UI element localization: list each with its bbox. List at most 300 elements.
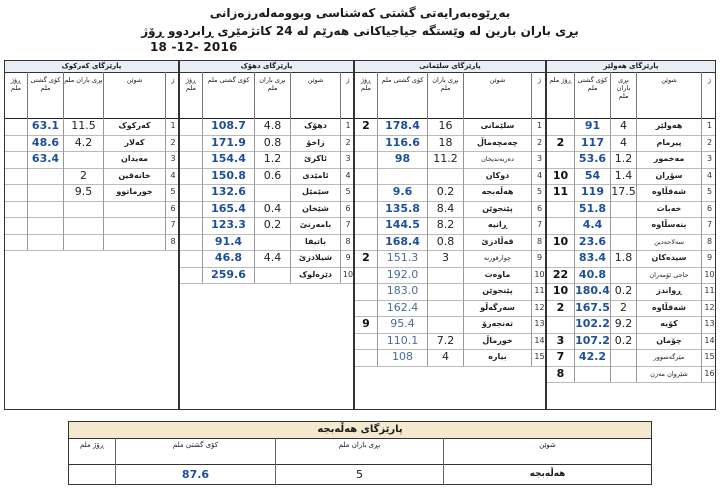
rain-cell (610, 349, 636, 366)
report-header (0, 0, 720, 58)
rain-cell: 2 (610, 300, 636, 317)
days-cell (180, 184, 202, 201)
place-cell: شێخان (290, 201, 340, 218)
total-cell: 46.8 (202, 250, 254, 267)
place-cell: ماوەت (463, 267, 531, 284)
idx-cell: 10 (701, 267, 717, 284)
rain-cell: 0.8 (254, 135, 290, 152)
place-cell: سەلاحەدین (636, 234, 701, 251)
duhok-header-row (180, 72, 353, 119)
days-cell (180, 201, 202, 218)
total-cell: 180.4 (574, 283, 610, 300)
days-cell (355, 201, 377, 218)
rain-cell (610, 366, 636, 383)
total-column-header: کۆی گشتی ملم (202, 72, 254, 118)
duhok-panel (179, 60, 354, 410)
sulaymaniyah-header-row (355, 72, 545, 119)
days-cell (355, 217, 377, 234)
days-cell (547, 217, 574, 234)
table-row (547, 201, 715, 219)
days-cell: 2 (556, 135, 565, 149)
idx-cell: 4 (531, 168, 547, 185)
halabja-place-header: شوێن (443, 438, 651, 464)
total-cell: 40.8 (574, 267, 610, 284)
total-cell: 192.0 (377, 267, 427, 284)
place-cell: سەرگەڵو (463, 300, 531, 317)
halabja-days-header: ڕۆژ ملم (80, 441, 104, 449)
rain-cell: 3 (427, 250, 463, 267)
rain-cell: 1.2 (254, 151, 290, 168)
idx-cell: 7 (165, 217, 180, 234)
table-row (180, 184, 353, 202)
idx-cell: 10 (340, 267, 355, 284)
table-row (355, 349, 545, 367)
rain-cell: 0.2 (254, 217, 290, 234)
total-cell: 165.4 (202, 201, 254, 218)
rain-cell: 4 (427, 349, 463, 366)
total-cell (377, 168, 427, 185)
place-cell: چۆمان (636, 333, 701, 350)
total-cell: 108 (377, 349, 427, 366)
rain-cell: 11.2 (427, 151, 463, 168)
total-cell: 95.4 (377, 316, 427, 333)
idx-cell: 1 (165, 118, 180, 135)
place-cell: ڕانیە (463, 217, 531, 234)
place-cell: چوارقورنە (463, 250, 531, 267)
rain-cell (427, 168, 463, 185)
table-row (180, 151, 353, 169)
total-cell: 63.1 (27, 118, 63, 135)
rain-cell (427, 267, 463, 284)
days-cell (355, 151, 377, 168)
days-cell (180, 168, 202, 185)
rain-cell (63, 234, 103, 251)
days-cell (355, 300, 377, 317)
days-cell (355, 184, 377, 201)
place-column-header: شوێن (636, 72, 701, 118)
table-row (547, 333, 715, 351)
idx-cell: 1 (531, 118, 547, 135)
total-cell: 110.1 (377, 333, 427, 350)
place-cell: ئامێدی (290, 168, 340, 185)
rain-cell: 0.6 (254, 168, 290, 185)
duhok-title: پارێزگای دهۆک (180, 61, 353, 73)
total-cell: 63.4 (27, 151, 63, 168)
total-cell: 107.2 (574, 333, 610, 350)
table-row (355, 151, 545, 169)
idx-cell: 9 (701, 250, 717, 267)
idx-cell: 3 (165, 151, 180, 168)
table-row (547, 349, 715, 367)
rain-cell (427, 283, 463, 300)
total-cell: 42.2 (574, 349, 610, 366)
total-column-header: کۆی گشتی ملم (574, 72, 610, 118)
table-row (355, 250, 545, 268)
halabja-rain-header: بڕی باران ملم (275, 438, 443, 464)
idx-cell: 11 (531, 283, 547, 300)
total-cell (27, 184, 63, 201)
total-cell: 83.4 (574, 250, 610, 267)
table-row (547, 234, 715, 252)
rain-cell: 8.4 (427, 201, 463, 218)
days-cell (355, 283, 377, 300)
place-cell: خەبات (636, 201, 701, 218)
place-cell: خورماتوو (103, 184, 165, 201)
total-cell: 135.8 (377, 201, 427, 218)
days-cell: 22 (552, 267, 569, 281)
idx-cell: 10 (531, 267, 547, 284)
days-cell (547, 201, 574, 218)
table-row (355, 300, 545, 318)
kirkuk-title: پارێزگای کەرکوک (5, 61, 178, 73)
idx-cell: 2 (165, 135, 180, 152)
idx-cell: 4 (340, 168, 355, 185)
place-cell: باتیفا (290, 234, 340, 251)
table-row (5, 201, 178, 219)
rain-cell: 16 (427, 118, 463, 135)
table-row (180, 250, 353, 268)
halabja-days (69, 464, 115, 485)
rain-cell: 17.5 (610, 184, 636, 201)
place-cell: بیارە (463, 349, 531, 366)
table-row (547, 135, 715, 153)
days-cell (5, 201, 27, 218)
days-cell: 10 (552, 284, 569, 297)
days-cell (547, 316, 574, 333)
table-row (547, 366, 715, 384)
idx-cell: 11 (701, 283, 717, 300)
sulaymaniyah-title: پارێزگای سلێمانی (355, 61, 545, 73)
total-cell: 162.4 (377, 300, 427, 317)
days-cell (355, 135, 377, 152)
days-cell (180, 217, 202, 234)
rain-cell (63, 217, 103, 234)
total-cell (27, 234, 63, 251)
table-row (355, 267, 545, 285)
days-cell (5, 135, 27, 152)
rain-cell (427, 300, 463, 317)
days-cell: 7 (556, 350, 565, 363)
rain-column-header: بڕی باران ملم (63, 72, 103, 118)
table-row (5, 118, 178, 136)
idx-column-header: ژ (165, 72, 180, 118)
rain-cell (610, 267, 636, 284)
report-title: بڕی باران بارین لە وێستگە جیاجیاکانی هەرێم لە 24 کاتژمێری ڕابردوو ڕۆژ (141, 24, 579, 38)
idx-cell: 2 (531, 135, 547, 152)
table-row (547, 168, 715, 186)
place-cell: ئاکرێ (290, 151, 340, 168)
idx-cell: 8 (340, 234, 355, 251)
table-row (180, 168, 353, 186)
table-row (180, 201, 353, 219)
place-column-header: شوێن (463, 72, 531, 118)
idx-cell: 4 (701, 168, 717, 185)
total-cell: 132.6 (202, 184, 254, 201)
idx-cell: 9 (531, 250, 547, 267)
total-cell: 108.7 (202, 118, 254, 135)
idx-cell: 2 (701, 135, 717, 152)
table-row (547, 118, 715, 136)
halabja-total: 87.6 (115, 464, 275, 485)
days-cell (5, 217, 27, 234)
place-cell: بامەرنێ (290, 217, 340, 234)
halabja-header-row (69, 438, 651, 465)
total-cell: 151.3 (377, 250, 427, 267)
table-row (180, 234, 353, 252)
days-cell: 2 (362, 251, 370, 264)
rain-cell (63, 151, 103, 168)
idx-cell: 7 (340, 217, 355, 234)
place-cell: چەمچەماڵ (463, 135, 531, 152)
place-cell: هەولێر (636, 118, 701, 135)
table-row (355, 201, 545, 219)
place-cell: خورماڵ (463, 333, 531, 350)
place-cell: مەخمور (636, 151, 701, 168)
idx-column-header: ژ (340, 72, 355, 118)
place-cell: دهۆک (290, 118, 340, 135)
table-row (355, 135, 545, 153)
days-cell (5, 168, 27, 185)
days-cell: 3 (556, 333, 565, 347)
total-cell: 51.8 (574, 201, 610, 218)
erbil-header-row (547, 72, 715, 119)
place-cell: کەرکوک (103, 118, 165, 135)
halabja-table (68, 421, 652, 485)
halabja-total-header: کۆی گشتی ملم (115, 438, 275, 464)
idx-cell: 7 (531, 217, 547, 234)
rain-cell: 8.2 (427, 217, 463, 234)
days-cell (5, 184, 27, 201)
total-cell: 102.2 (574, 316, 610, 333)
total-cell: 183.0 (377, 283, 427, 300)
days-cell (180, 267, 202, 284)
days-cell (180, 118, 202, 135)
total-cell: 53.6 (574, 151, 610, 168)
place-cell: خانەقین (103, 168, 165, 185)
idx-cell: 2 (340, 135, 355, 152)
idx-cell: 16 (701, 366, 717, 383)
place-cell (103, 217, 165, 234)
table-row (547, 151, 715, 169)
idx-cell: 14 (701, 333, 717, 350)
days-cell: 8 (556, 366, 565, 380)
total-cell: 168.4 (377, 234, 427, 251)
place-cell: دوکان (463, 168, 531, 185)
total-cell: 154.4 (202, 151, 254, 168)
total-cell: 54 (574, 168, 610, 185)
rain-cell (610, 234, 636, 251)
idx-cell: 3 (701, 151, 717, 168)
idx-cell: 7 (701, 217, 717, 234)
rain-cell: 2 (63, 168, 103, 185)
kirkuk-panel (4, 60, 179, 410)
table-row (547, 300, 715, 318)
days-cell (180, 234, 202, 251)
rain-cell (427, 316, 463, 333)
halabja-title: پارێزگای هەڵەبجە (69, 422, 651, 439)
total-cell: 4.4 (574, 217, 610, 234)
place-cell: زاخۆ (290, 135, 340, 152)
place-cell: پیرمام (636, 135, 701, 152)
table-row (355, 118, 545, 136)
idx-cell: 15 (531, 349, 547, 366)
total-cell (574, 366, 610, 383)
idx-cell: 1 (340, 118, 355, 135)
rain-cell (254, 184, 290, 201)
rain-cell: 1.4 (610, 168, 636, 185)
total-column-header: کۆی گشتی ملم (377, 72, 427, 118)
idx-cell: 8 (165, 234, 180, 251)
place-cell: بنەسڵاوە (636, 217, 701, 234)
days-cell (180, 250, 202, 267)
total-cell: 178.4 (377, 118, 427, 135)
table-row (355, 184, 545, 202)
idx-cell: 12 (701, 300, 717, 317)
days-cell: 10 (552, 234, 569, 248)
sulaymaniyah-panel (354, 60, 546, 410)
place-cell: شەقڵاوە (636, 300, 701, 317)
days-cell: 2 (362, 119, 370, 132)
place-cell: شێروان مەزن (636, 366, 701, 383)
kirkuk-header-row (5, 72, 178, 119)
rain-cell: 1.2 (610, 151, 636, 168)
table-row (547, 250, 715, 268)
rain-cell: 4.8 (254, 118, 290, 135)
days-cell (355, 333, 377, 350)
table-row (180, 135, 353, 153)
place-cell: سێمێل (290, 184, 340, 201)
place-cell: دێرەلوک (290, 267, 340, 284)
total-cell: 117 (574, 135, 610, 152)
total-cell: 144.5 (377, 217, 427, 234)
table-row (547, 267, 715, 285)
table-row (5, 217, 178, 235)
days-cell (5, 151, 27, 168)
table-row (5, 234, 178, 252)
idx-cell: 5 (531, 184, 547, 201)
department-title: بەڕێوەبەرایەتی گشتی کەشناسی وبوومەلەرزەزانی (209, 6, 511, 20)
idx-column-header: ژ (531, 72, 547, 118)
rain-cell (610, 217, 636, 234)
days-column-header: ڕۆژ ملم (360, 76, 372, 92)
idx-cell: 8 (701, 234, 717, 251)
days-cell (547, 151, 574, 168)
place-cell: حاجی ئۆمەران (636, 267, 701, 284)
days-cell (355, 168, 377, 185)
place-cell: مەیدان (103, 151, 165, 168)
days-cell (355, 267, 377, 284)
halabja-data-row (69, 464, 651, 485)
idx-cell: 6 (165, 201, 180, 218)
idx-cell: 9 (340, 250, 355, 267)
days-cell (5, 118, 27, 135)
idx-column-header: ژ (701, 72, 717, 118)
place-cell: سلێمانی (463, 118, 531, 135)
days-cell: 10 (552, 168, 569, 182)
rain-cell: 4 (610, 118, 636, 135)
place-cell: کۆیە (636, 316, 701, 333)
total-cell: 119 (574, 184, 610, 201)
table-row (180, 267, 353, 285)
table-row (5, 168, 178, 186)
table-row (355, 333, 545, 351)
place-cell: مێرگەسوور (636, 349, 701, 366)
rain-cell (254, 267, 290, 284)
idx-cell: 6 (531, 201, 547, 218)
halabja-rain: 5 (275, 464, 443, 485)
place-cell: تەنجەرۆ (463, 316, 531, 333)
days-cell: 11 (552, 185, 569, 198)
table-row (180, 217, 353, 235)
days-cell (180, 151, 202, 168)
table-row (547, 283, 715, 301)
report-date: 2016 -12- 18 (150, 40, 238, 54)
erbil-panel (546, 60, 716, 410)
table-row (547, 184, 715, 202)
rain-cell: 4.2 (63, 135, 103, 152)
place-cell: قەڵادزێ (463, 234, 531, 251)
rain-column-header: بڕی باران ملم (254, 72, 290, 118)
total-cell: 91.4 (202, 234, 254, 251)
total-cell: 116.6 (377, 135, 427, 152)
table-row (547, 316, 715, 334)
total-cell: 171.9 (202, 135, 254, 152)
place-cell: پێنجوێن (463, 201, 531, 218)
idx-cell: 5 (165, 184, 180, 201)
total-cell: 23.6 (574, 234, 610, 251)
idx-cell: 8 (531, 234, 547, 251)
idx-cell: 13 (701, 316, 717, 333)
rain-cell: 11.5 (63, 118, 103, 135)
rain-cell: 9.2 (610, 316, 636, 333)
rain-cell: 1.8 (610, 250, 636, 267)
idx-cell: 12 (531, 300, 547, 317)
place-cell: شیلادزێ (290, 250, 340, 267)
idx-cell: 6 (701, 201, 717, 218)
total-cell: 123.3 (202, 217, 254, 234)
table-row (180, 118, 353, 136)
place-cell: دەربەندیخان (463, 151, 531, 168)
total-cell: 9.6 (377, 184, 427, 201)
table-row (355, 283, 545, 301)
idx-cell: 3 (531, 151, 547, 168)
total-cell: 48.6 (27, 135, 63, 152)
rain-cell: 0.2 (427, 184, 463, 201)
rain-cell: 7.2 (427, 333, 463, 350)
total-cell: 98 (377, 151, 427, 168)
place-cell: سیدەکان (636, 250, 701, 267)
total-cell (27, 168, 63, 185)
days-cell (547, 250, 574, 267)
table-row (5, 135, 178, 153)
total-cell (27, 217, 63, 234)
rainfall-tables (4, 60, 716, 410)
erbil-title: پارێزگای هەولێر (547, 61, 715, 73)
total-cell (27, 201, 63, 218)
idx-cell: 4 (165, 168, 180, 185)
rain-cell: 18 (427, 135, 463, 152)
days-cell (355, 349, 377, 366)
rain-cell: 0.4 (254, 201, 290, 218)
days-column-header: ڕۆژ ملم (549, 76, 572, 84)
table-row (355, 217, 545, 235)
rain-cell: 4.4 (254, 250, 290, 267)
total-cell: 167.5 (574, 300, 610, 317)
idx-cell: 15 (701, 349, 717, 366)
place-cell: سۆران (636, 168, 701, 185)
table-row (547, 217, 715, 235)
total-cell: 150.8 (202, 168, 254, 185)
